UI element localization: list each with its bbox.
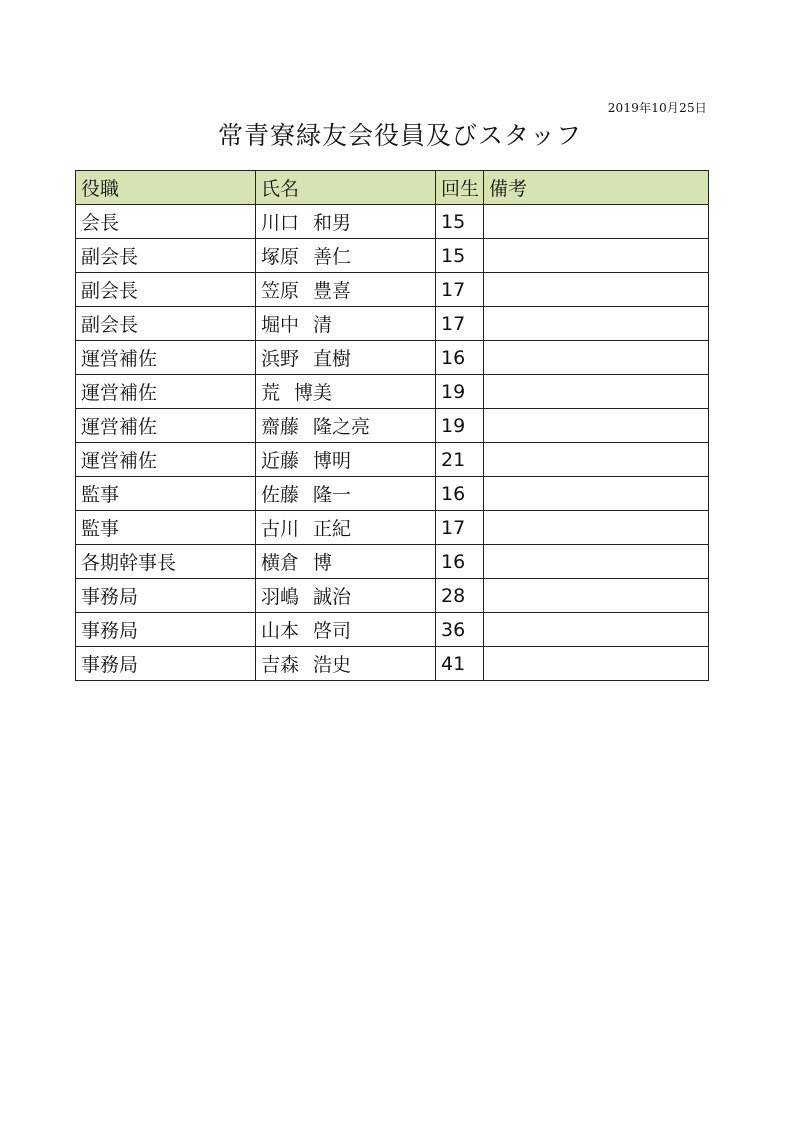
cell-notes xyxy=(484,205,709,239)
header-generation: 回生 xyxy=(436,171,484,205)
cell-generation: 17 xyxy=(436,511,484,545)
cell-name xyxy=(256,239,436,273)
header-name: 氏名 xyxy=(256,171,436,205)
cell-notes xyxy=(484,443,709,477)
family-name: 近藤 xyxy=(261,450,300,472)
header-role: 役職 xyxy=(76,171,256,205)
cell-notes xyxy=(484,239,709,273)
header-notes: 備考 xyxy=(484,171,709,205)
given-name: 和男 xyxy=(313,212,352,234)
cell-name xyxy=(256,409,436,443)
table-row xyxy=(76,613,709,647)
table-row xyxy=(76,205,709,239)
cell-notes xyxy=(484,477,709,511)
table-header xyxy=(76,171,709,205)
table-body xyxy=(76,205,709,681)
cell-generation: 19 xyxy=(436,375,484,409)
staff-table xyxy=(75,170,709,681)
table-row xyxy=(76,239,709,273)
cell-role: 事務局 xyxy=(76,579,256,613)
cell-notes xyxy=(484,647,709,681)
cell-generation: 41 xyxy=(436,647,484,681)
cell-role: 副会長 xyxy=(76,307,256,341)
cell-notes xyxy=(484,511,709,545)
family-name: 塚原 xyxy=(261,246,300,268)
table-row xyxy=(76,273,709,307)
cell-name xyxy=(256,477,436,511)
cell-name xyxy=(256,205,436,239)
given-name: 正紀 xyxy=(313,518,352,540)
header-row xyxy=(76,171,709,205)
cell-notes xyxy=(484,307,709,341)
cell-name xyxy=(256,443,436,477)
cell-generation: 19 xyxy=(436,409,484,443)
cell-role: 運営補佐 xyxy=(76,443,256,477)
family-name: 齋藤 xyxy=(261,416,300,438)
family-name: 川口 xyxy=(261,212,300,234)
table-row xyxy=(76,647,709,681)
cell-notes xyxy=(484,613,709,647)
family-name: 吉森 xyxy=(261,654,300,676)
given-name: 博 xyxy=(313,552,333,574)
given-name: 浩史 xyxy=(313,654,352,676)
cell-role: 運営補佐 xyxy=(76,375,256,409)
document-title: 常青寮緑友会役員及びスタッフ xyxy=(217,121,582,150)
cell-name xyxy=(256,613,436,647)
cell-role: 各期幹事長 xyxy=(76,545,256,579)
given-name: 清 xyxy=(313,314,333,336)
cell-generation: 17 xyxy=(436,273,484,307)
table-row xyxy=(76,579,709,613)
cell-notes xyxy=(484,273,709,307)
cell-generation: 28 xyxy=(436,579,484,613)
cell-name xyxy=(256,341,436,375)
cell-generation: 16 xyxy=(436,545,484,579)
cell-role: 副会長 xyxy=(76,273,256,307)
family-name: 荒 xyxy=(261,382,281,404)
given-name: 隆之亮 xyxy=(313,416,371,438)
cell-notes xyxy=(484,375,709,409)
given-name: 博美 xyxy=(294,382,333,404)
table-row xyxy=(76,443,709,477)
cell-name xyxy=(256,545,436,579)
cell-role: 事務局 xyxy=(76,613,256,647)
cell-name xyxy=(256,511,436,545)
cell-role: 副会長 xyxy=(76,239,256,273)
cell-generation: 16 xyxy=(436,477,484,511)
family-name: 古川 xyxy=(261,518,300,540)
cell-name xyxy=(256,273,436,307)
given-name: 博明 xyxy=(313,450,352,472)
table-row xyxy=(76,341,709,375)
table-row xyxy=(76,409,709,443)
table-row xyxy=(76,511,709,545)
given-name: 啓司 xyxy=(313,620,352,642)
cell-name xyxy=(256,579,436,613)
given-name: 直樹 xyxy=(313,348,352,370)
cell-name xyxy=(256,375,436,409)
given-name: 誠治 xyxy=(313,586,352,608)
family-name: 山本 xyxy=(261,620,300,642)
cell-notes xyxy=(484,341,709,375)
cell-generation: 36 xyxy=(436,613,484,647)
given-name: 豊喜 xyxy=(313,280,352,302)
cell-role: 監事 xyxy=(76,511,256,545)
cell-role: 事務局 xyxy=(76,647,256,681)
table-row xyxy=(76,477,709,511)
cell-notes xyxy=(484,545,709,579)
cell-role: 監事 xyxy=(76,477,256,511)
cell-role: 運営補佐 xyxy=(76,341,256,375)
cell-role: 運営補佐 xyxy=(76,409,256,443)
family-name: 浜野 xyxy=(261,348,300,370)
given-name: 隆一 xyxy=(313,484,352,506)
cell-generation: 17 xyxy=(436,307,484,341)
cell-generation: 15 xyxy=(436,239,484,273)
cell-notes xyxy=(484,579,709,613)
family-name: 横倉 xyxy=(261,552,300,574)
given-name: 善仁 xyxy=(313,246,352,268)
family-name: 羽嶋 xyxy=(261,586,300,608)
family-name: 堀中 xyxy=(261,314,300,336)
family-name: 佐藤 xyxy=(261,484,300,506)
cell-generation: 15 xyxy=(436,205,484,239)
cell-name xyxy=(256,647,436,681)
table-row xyxy=(76,375,709,409)
cell-generation: 21 xyxy=(436,443,484,477)
table-row xyxy=(76,307,709,341)
family-name: 笠原 xyxy=(261,280,300,302)
cell-generation: 16 xyxy=(436,341,484,375)
cell-role: 会長 xyxy=(76,205,256,239)
table-row xyxy=(76,545,709,579)
cell-name xyxy=(256,307,436,341)
document-date: 2019年10月25日 xyxy=(607,101,707,115)
cell-notes xyxy=(484,409,709,443)
